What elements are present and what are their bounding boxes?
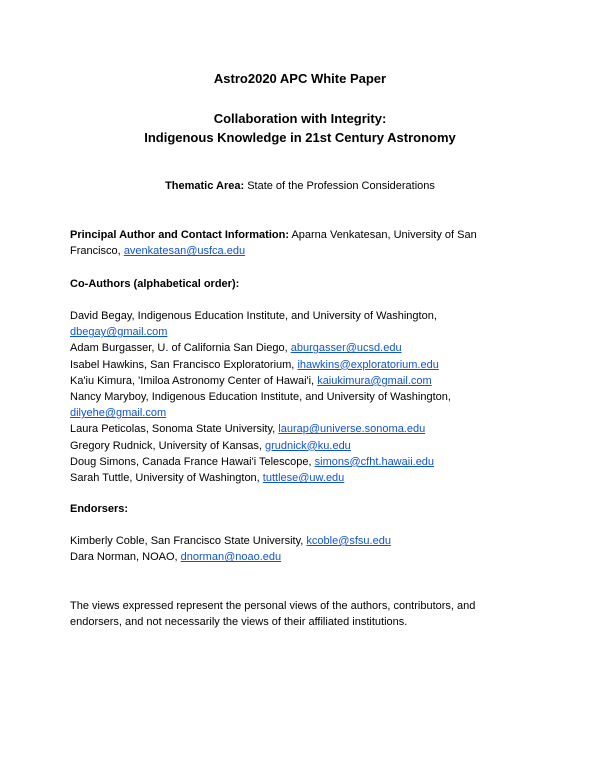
list-item bbox=[70, 405, 540, 421]
paper-title-line2: Indigenous Knowledge in 21st Century Astronomy bbox=[144, 130, 456, 145]
list-item bbox=[70, 308, 540, 324]
endorsers-list bbox=[70, 533, 540, 565]
list-item bbox=[70, 373, 540, 389]
endorser-email-link[interactable]: kcoble@sfsu.edu bbox=[306, 535, 391, 547]
coauthor-email-link[interactable]: dilyehe@gmail.com bbox=[70, 407, 167, 420]
endorsers-heading: Endorsers: bbox=[70, 503, 129, 515]
list-item bbox=[70, 357, 540, 373]
coauthor-text: Ka'iu Kimura, 'Imiloa Astronomy Center of Hawai'i, bbox=[70, 374, 315, 387]
principal-text-line1: Aparna Venkatesan, University of San bbox=[291, 229, 477, 241]
coauthor-email-link[interactable]: dbegay@gmail.com bbox=[70, 326, 168, 339]
coauthor-text: Sarah Tuttle, University of Washington, bbox=[70, 472, 260, 485]
thematic-area bbox=[0, 179, 600, 193]
coauthor-email-link[interactable]: kaiukimura@gmail.com bbox=[317, 374, 432, 387]
coauthor-email-link[interactable]: laurap@universe.sonoma.edu bbox=[278, 423, 426, 436]
list-item bbox=[70, 421, 540, 437]
disclaimer-line2: endorsers, and not necessarily the views of their affiliated institutions. bbox=[70, 616, 408, 629]
disclaimer-line1: The views expressed represent the personal views of the authors, contributors, and bbox=[70, 600, 476, 612]
endorser-text: Kimberly Coble, San Francisco State University, bbox=[70, 535, 304, 547]
thematic-label: Thematic Area: bbox=[165, 180, 245, 192]
principal-label: Principal Author and Contact Information: bbox=[70, 229, 289, 241]
coauthor-email-link[interactable]: ihawkins@exploratorium.edu bbox=[297, 358, 439, 371]
endorser-text: Dara Norman, NOAO, bbox=[70, 551, 178, 564]
coauthor-text: Isabel Hawkins, San Francisco Exploratorium, bbox=[70, 358, 295, 371]
list-item bbox=[70, 324, 540, 340]
coauthor-text: Adam Burgasser, U. of California San Diego, bbox=[70, 342, 288, 355]
coauthor-text: Nancy Maryboy, Indigenous Education Institute, and University of Washington, bbox=[70, 391, 451, 404]
list-item bbox=[70, 438, 540, 454]
list-item bbox=[70, 533, 540, 549]
principal-email-link[interactable]: avenkatesan@usfca.edu bbox=[123, 245, 246, 258]
list-item bbox=[70, 389, 540, 405]
coauthors-heading: Co-Authors (alphabetical order): bbox=[70, 278, 240, 290]
coauthor-email-link[interactable]: tuttlese@uw.edu bbox=[262, 472, 345, 485]
list-item bbox=[70, 549, 540, 565]
list-item bbox=[70, 454, 540, 470]
coauthor-email-link[interactable]: simons@cfht.hawaii.edu bbox=[314, 455, 435, 468]
list-item bbox=[70, 470, 540, 486]
list-item bbox=[70, 340, 540, 356]
thematic-value: State of the Profession Considerations bbox=[247, 180, 435, 192]
principal-text-line2: Francisco, bbox=[70, 245, 121, 258]
coauthor-email-link[interactable]: aburgasser@ucsd.edu bbox=[290, 342, 402, 355]
coauthor-text: Laura Peticolas, Sonoma State University, bbox=[70, 423, 276, 436]
coauthor-text: Gregory Rudnick, University of Kansas, bbox=[70, 439, 262, 452]
disclaimer-paragraph bbox=[70, 598, 540, 630]
coauthor-text: Doug Simons, Canada France Hawai'i Telescope, bbox=[70, 455, 312, 468]
coauthor-text: David Begay, Indigenous Education Institute, and University of Washington, bbox=[70, 310, 437, 322]
coauthor-email-link[interactable]: grudnick@ku.edu bbox=[265, 439, 351, 452]
paper-title-line1: Collaboration with Integrity: bbox=[213, 111, 387, 126]
endorser-email-link[interactable]: dnorman@noao.edu bbox=[180, 551, 282, 564]
coauthors-list bbox=[70, 308, 540, 486]
principal-author-block bbox=[70, 227, 540, 259]
series-title: Astro2020 APC White Paper bbox=[213, 71, 387, 86]
